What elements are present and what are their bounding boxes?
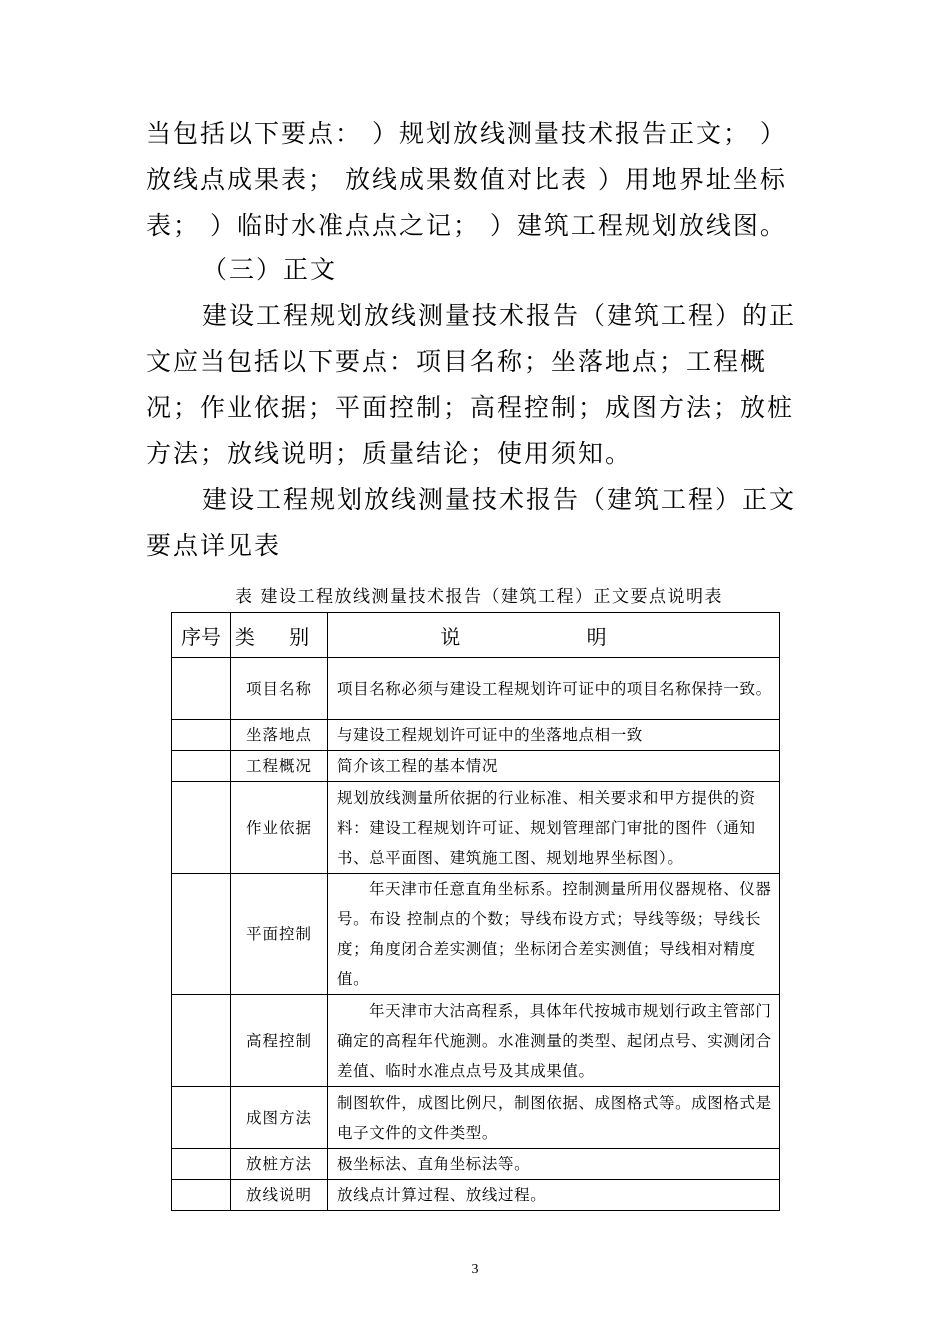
- paragraph-main-points: 建设工程规划放线测量技术报告（建筑工程）的正文应当包括以下要点：项目名称；坐落地点；工程概况；作业依据；平面控制；高程控制；成图方法；放桩方法；放线说明；质量结论；使用须知。: [146, 301, 797, 468]
- row-description: 年天津市大沽高程系，具体年代按城市规划行政主管部门确定的高程年代施测。水准测量的类型、起闭点号、实测闭合差值、临时水准点点号及其成果值。: [328, 995, 780, 1087]
- table-row: [172, 720, 780, 751]
- table-caption: 表 建设工程放线测量技术报告（建筑工程）正文要点说明表: [235, 587, 723, 607]
- row-no: [172, 782, 231, 874]
- table-row: [172, 995, 780, 1087]
- table-header-row: [172, 613, 780, 658]
- row-no: [172, 1149, 231, 1180]
- row-description: 放线点计算过程、放线过程。: [328, 1180, 780, 1211]
- row-description: 年天津市任意直角坐标系。控制测量所用仪器规格、仪器号。布设 控制点的个数；导线布设方式；导线等级；导线长度；角度闭合差实测值；坐标闭合差实测值；导线相对精度值。: [328, 874, 780, 995]
- row-description: 规划放线测量所依据的行业标准、相关要求和甲方提供的资料：建设工程规划许可证、规划管理部门审批的图件（通知书、总平面图、建筑施工图、规划地界坐标图）。: [328, 782, 780, 874]
- main-points-table: [171, 612, 780, 1211]
- row-no: [172, 658, 231, 720]
- header-category: 类 别: [231, 613, 328, 658]
- paragraph-table-reference: 建设工程规划放线测量技术报告（建筑工程）正文要点详见表: [146, 485, 797, 560]
- table-row: [172, 658, 780, 720]
- header-no: 序号: [172, 613, 231, 658]
- row-category: 项目名称: [231, 658, 328, 720]
- table-row: [172, 1180, 780, 1211]
- row-no: [172, 1180, 231, 1211]
- paragraph-contents-list: 当包括以下要点： ）规划放线测量技术报告正文； ）放线点成果表； 放线成果数值对比表 ）用地界址坐标表； ）临时水准点点之记； ）建筑工程规划放线图。: [146, 119, 787, 240]
- row-category: 作业依据: [231, 782, 328, 874]
- table-row: [172, 1087, 780, 1149]
- body-text-top: [146, 111, 812, 249]
- row-category: 放桩方法: [231, 1149, 328, 1180]
- row-description: 项目名称必须与建设工程规划许可证中的项目名称保持一致。: [328, 658, 780, 720]
- row-category: 坐落地点: [231, 720, 328, 751]
- row-no: [172, 874, 231, 995]
- row-category: 成图方法: [231, 1087, 328, 1149]
- row-description: 极坐标法、直角坐标法等。: [328, 1149, 780, 1180]
- table-row: [172, 782, 780, 874]
- row-description: 与建设工程规划许可证中的坐落地点相一致: [328, 720, 780, 751]
- body-text-main: [146, 247, 812, 569]
- page-number: 3: [471, 1262, 479, 1277]
- row-description: 制图软件，成图比例尺，制图依据、成图格式等。成图格式是电子文件的文件类型。: [328, 1087, 780, 1149]
- row-no: [172, 1087, 231, 1149]
- row-no: [172, 720, 231, 751]
- row-category: 高程控制: [231, 995, 328, 1087]
- row-no: [172, 995, 231, 1087]
- header-description: 说 明: [328, 613, 780, 658]
- table-row: [172, 874, 780, 995]
- section-heading: （三）正文: [202, 255, 338, 284]
- row-no: [172, 751, 231, 782]
- row-category: 放线说明: [231, 1180, 328, 1211]
- row-category: 平面控制: [231, 874, 328, 995]
- table-row: [172, 751, 780, 782]
- table-row: [172, 1149, 780, 1180]
- row-description: 简介该工程的基本情况: [328, 751, 780, 782]
- row-category: 工程概况: [231, 751, 328, 782]
